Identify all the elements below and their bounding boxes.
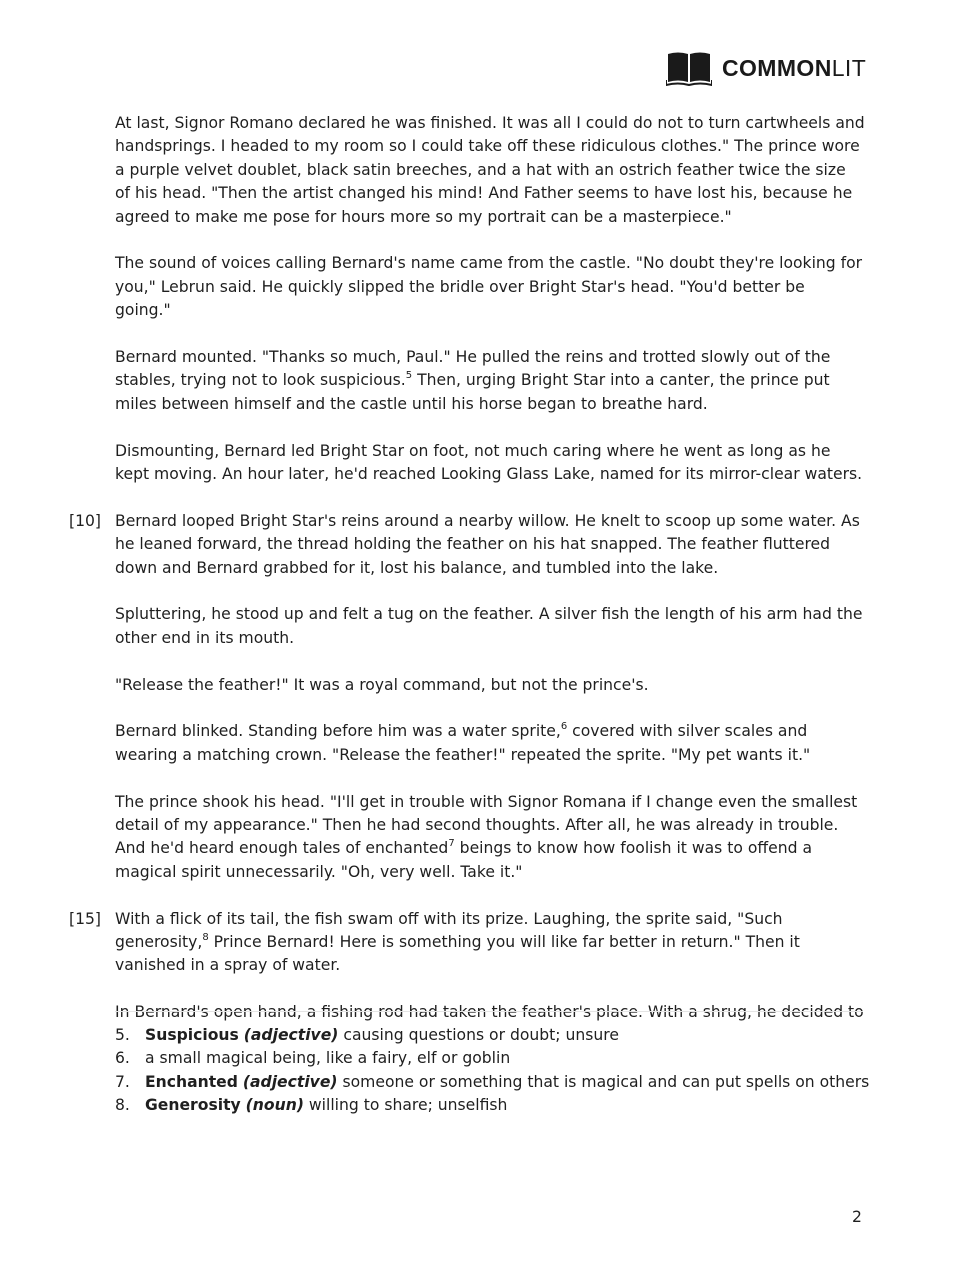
paragraph-text: Then, urging Bright Star into a canter, the prince put miles between himself and the castle until his horse began to breathe hard. — [115, 371, 830, 413]
footnote-item — [115, 1024, 875, 1047]
paragraph-text: "Release the feather!" It was a royal command, but not the prince's. — [115, 675, 649, 694]
footnote-ref: 5 — [405, 370, 413, 382]
footnote-item — [115, 1047, 875, 1070]
paragraph — [115, 791, 865, 885]
footnotes-list — [115, 1024, 875, 1118]
footnote-divider — [115, 1011, 863, 1012]
footnote-item — [115, 1071, 875, 1094]
paragraph-text: Dismounting, Bernard led Bright Star on foot, not much caring where he went as long as he kept moving. An hour later, he'd reached Looking Glass Lake, named for its mirror-clear waters. — [115, 441, 863, 484]
open-book-icon — [666, 50, 712, 86]
paragraph-text: Bernard blinked. Standing before him was a water sprite, — [115, 722, 561, 741]
footnote-number: 7. — [115, 1072, 130, 1091]
footnote-ref: 7 — [448, 838, 455, 850]
paragraph-text: With a flick of its tail, the fish swam off with its prize. Laughing, the sprite said, "Such generosity, — [115, 909, 783, 952]
footnote-definition: a small magical being, like a fairy, elf or goblin — [145, 1049, 511, 1068]
footnote-term: Enchanted — [145, 1072, 238, 1091]
footnote-body — [145, 1024, 619, 1047]
footnote-definition: willing to share; unselfish — [303, 1096, 508, 1115]
paragraph-text: Bernard mounted. "Thanks so much, Paul." He pulled the reins and trotted slowly out of the stables, trying not to look suspicious. — [115, 348, 831, 390]
paragraph — [115, 440, 865, 487]
footnote-body — [145, 1047, 510, 1070]
footnote-definition: causing questions or doubt; unsure — [338, 1026, 619, 1044]
paragraph — [115, 1001, 865, 1024]
paragraph-number: [10] — [69, 511, 102, 530]
footnote-term: Suspicious — [145, 1026, 239, 1044]
logo-text — [722, 55, 866, 82]
footnote-body — [145, 1094, 507, 1117]
paragraph — [115, 674, 865, 697]
paragraph-text: The prince shook his head. "I'll get in trouble with Signor Romana if I change even the smallest detail of my appearance." Then he had second thoughts. After all, he was already in trouble. And he'd heard enough tales of enchanted — [115, 792, 858, 858]
paragraph — [115, 720, 865, 767]
paragraph — [115, 252, 865, 322]
paragraph — [115, 112, 865, 229]
footnote-item — [115, 1094, 875, 1117]
page-number: 2 — [852, 1208, 862, 1226]
paragraph-text: Prince Bernard! Here is something you will like far better in return." Then it vanished in a spray of water. — [115, 933, 800, 975]
paragraph — [115, 346, 865, 416]
footnote-part-of-speech: (adjective) — [243, 1026, 339, 1044]
footnote-ref: 6 — [560, 721, 568, 733]
footnote-number: 8. — [115, 1096, 130, 1115]
footnote-part-of-speech: (noun) — [245, 1096, 304, 1115]
paragraph-text: beings to know how foolish it was to offend a magical spirit unnecessarily. "Oh, very well. Take it." — [115, 839, 813, 881]
story-body — [0, 112, 979, 1048]
paragraph-text: The sound of voices calling Bernard's name came from the castle. "No doubt they're looking for you," Lebrun said. He quickly slipped the bridle over Bright Star's head. "You'd better be going." — [115, 254, 863, 320]
logo-text-bold: COMMON — [722, 54, 832, 81]
paragraph-text: At last, Signor Romano declared he was finished. It was all I could do not to turn cartwheels and handsprings. I headed to my room so I could take off these ridiculous clothes." The prince wore a purple velvet doublet, black satin breeches, and a hat with an ostrich feather twice the size of his head. "Then the artist changed his mind! And Father seems to have lost his, because he agreed to make me pose for hours more so my portrait can be a masterpiece." — [115, 114, 865, 226]
footnote-number: 5. — [115, 1026, 130, 1044]
paragraph-text: Spluttering, he stood up and felt a tug on the feather. A silver fish the length of his arm had the other end in its mouth. — [115, 605, 863, 647]
footnote-definition: someone or something that is magical and can put spells on others — [337, 1072, 870, 1091]
footnote-term: Generosity — [145, 1096, 241, 1115]
footnote-number: 6. — [115, 1049, 130, 1068]
footnote-ref: 8 — [202, 931, 209, 943]
footnote-body — [145, 1071, 869, 1094]
commonlit-logo — [666, 50, 866, 86]
paragraph-number: [15] — [69, 909, 102, 928]
paragraph-text: covered with silver scales and wearing a matching crown. "Release the feather!" repeated the sprite. "My pet wants it." — [115, 722, 811, 764]
footnote-part-of-speech: (adjective) — [242, 1072, 338, 1091]
logo-text-light: LIT — [831, 54, 867, 81]
paragraph — [115, 603, 865, 650]
paragraph-text: Bernard looped Bright Star's reins around a nearby willow. He knelt to scoop up some water. As he leaned forward, the thread holding the feather on his hat snapped. The feather fluttered down and Bernard grabbed for it, lost his balance, and tumbled into the lake. — [115, 511, 860, 577]
paragraph — [69, 510, 865, 580]
paragraph-text: In Bernard's open hand, a fishing rod had taken the feather's place. With a shrug, he decided to — [115, 1003, 864, 1022]
paragraph — [69, 908, 865, 978]
